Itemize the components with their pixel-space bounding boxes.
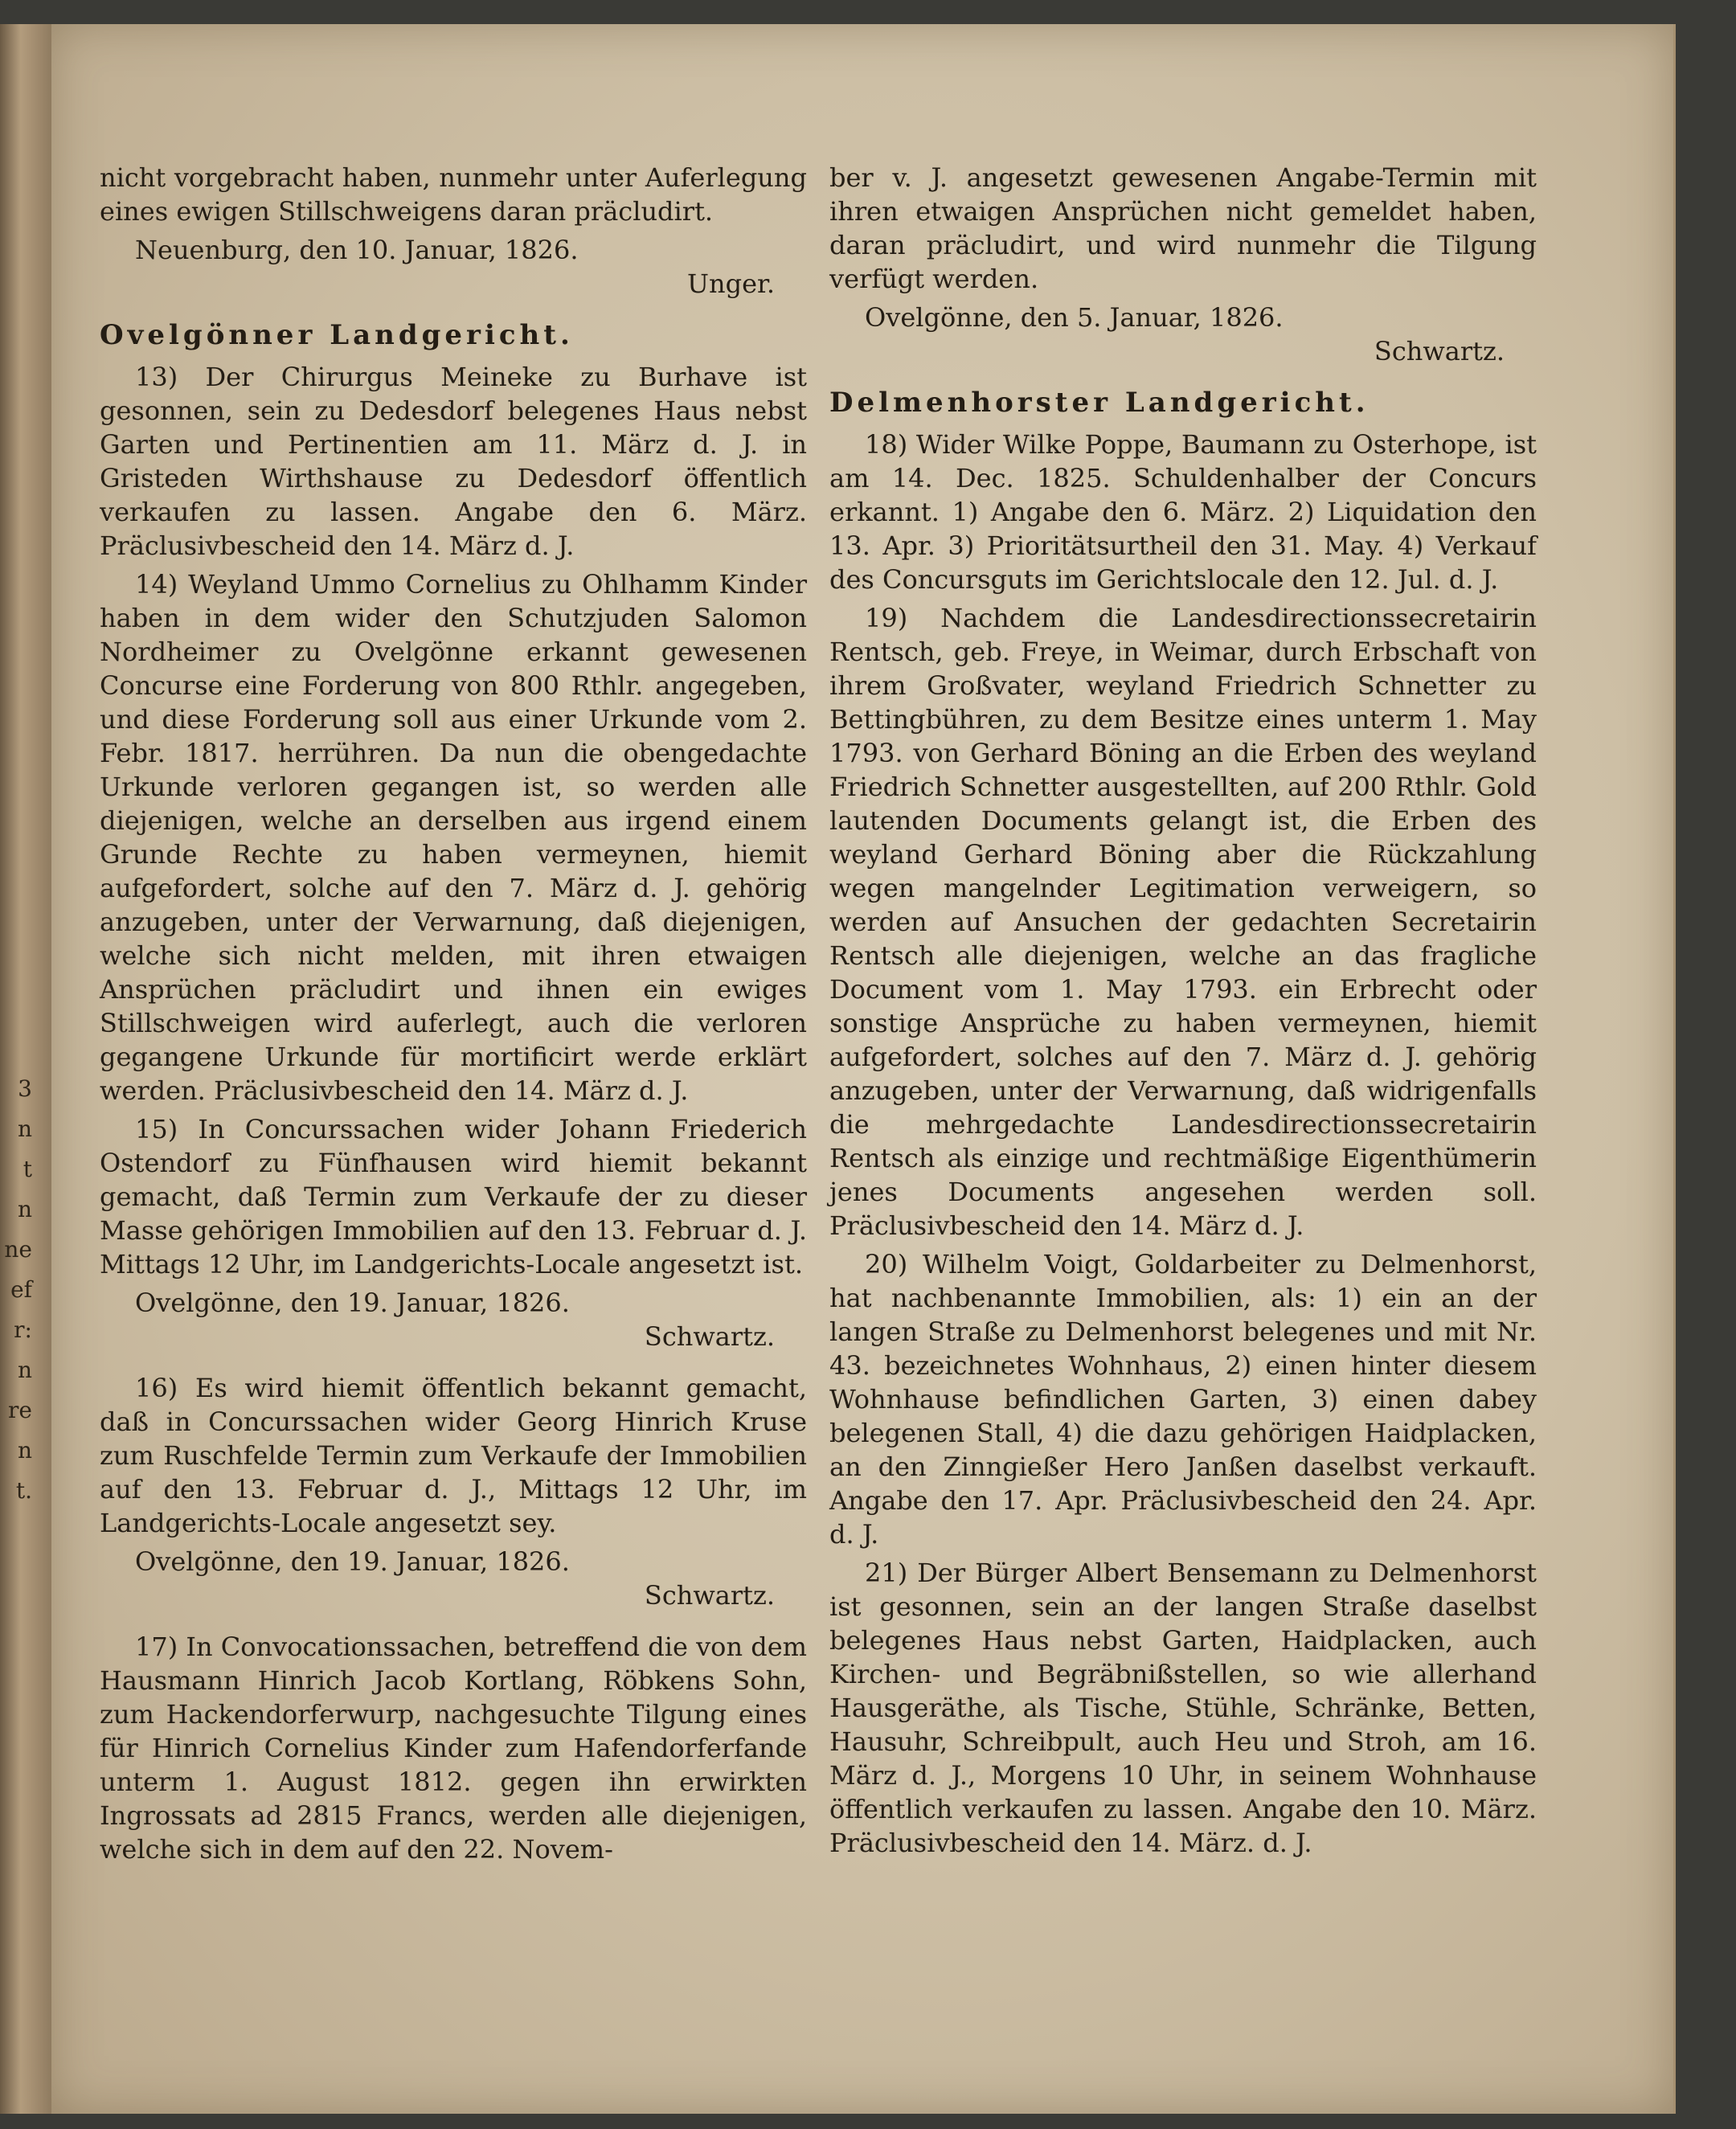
- spine-letter: t: [23, 1156, 32, 1182]
- carryover-text: nicht vorgebracht haben, nunmehr unter Auferlegung eines ewigen Stillschweigens daran präcludirt.: [100, 162, 807, 227]
- adjacent-page-letters: [0, 1069, 32, 1511]
- section-heading: Ovelgönner Landgericht.: [100, 319, 574, 351]
- adjacent-page-edge: [0, 24, 53, 2114]
- notice-19: 19) Nachdem die Landesdirectionssecretairin Rentsch, geb. Freye, in Weimar, durch Erbschaft von ihrem Großvater, weyland Friedrich Schnetter zu Bettingbühren, zu dem Besitze eines unterm 1. May 1793. von Gerhard Böning an die Erben des weyland Friedrich Schnetter ausgestellten, auf 200 Rthlr. Gold lautenden Documents gelangt ist, die Erben des weyland Gerhard Böning aber die Rückzahlung wegen mangelnder Legitimation verweigern, so werden auf Ansuchen der gedachten Secretairin Rentsch alle diejenigen, welche an das fragliche Document vom 1. May 1793. ein Erbrecht oder sonstige Ansprüche zu haben vermeynen, hiemit aufgefordert, solches auf den 7. März d. J. gehörig anzugeben, unter der Verwarnung, daß widrigenfalls die mehrgedachte Landesdirectionssecretairin Rentsch als einzige und rechtmäßige Eigenthümerin jenes Documents angesehen werden soll. Präclusivbescheid den 14. März d. J.: [829, 603, 1537, 1241]
- newspaper-page: [51, 24, 1676, 2114]
- spine-letter: 3: [18, 1075, 32, 1102]
- dateline: Ovelgönne, den 19. Januar, 1826.: [135, 1546, 570, 1577]
- notice-13: 13) Der Chirurgus Meineke zu Burhave ist gesonnen, sein zu Dedesdorf belegenes Haus nebst Garten und Pertinentien am 11. März d. J. in Gristeden Wirthshause zu Dedesdorf öffentlich verkaufen zu lassen. Angabe den 6. März. Präclusivbescheid den 14. März d. J.: [100, 362, 807, 561]
- spine-letter: r:: [14, 1316, 32, 1343]
- notice-20: 20) Wilhelm Voigt, Goldarbeiter zu Delmenhorst, hat nachbenannte Immobilien, als: 1) ein an der langen Straße zu Delmenhorst belegenes und mit Nr. 43. bezeichnetes Wohnhaus, 2) einen hinter diesem Wohnhause befindlichen Garten, 3) einen dabey belegenen Stall, 4) die dazu gehörigen Haidplacken, an den Zinngießer Hero Janßen daselbst verkauft. Angabe den 17. Apr. Präclusivbescheid den 24. Apr. d. J.: [829, 1249, 1537, 1550]
- spine-letter: n: [17, 1116, 32, 1142]
- signature: Schwartz.: [644, 1580, 775, 1611]
- notice-17: 17) In Convocationssachen, betreffend die von dem Hausmann Hinrich Jacob Kortlang, Röbkens Sohn, zum Hackendorferwurp, nachgesuchte Tilgung eines für Hinrich Cornelius Kinder zum Hafendorferfande unterm 1. August 1812. gegen ihn erwirkten Ingrossats ad 2815 Francs, werden alle diejenigen, welche sich in dem auf den 22. Novem-: [100, 1632, 807, 1865]
- spine-letter: ne: [4, 1236, 32, 1263]
- signature: Schwartz.: [1374, 336, 1505, 366]
- notice-14: 14) Weyland Ummo Cornelius zu Ohlhamm Kinder haben in dem wider den Schutzjuden Salomon Nordheimer zu Ovelgönne erkannt gewesenen Concurse eine Forderung von 800 Rthlr. angegeben, und diese Forderung soll aus einer Urkunde vom 2. Febr. 1817. herrühren. Da nun die obengedachte Urkunde verloren gegangen ist, so werden alle diejenigen, welche an derselben aus irgend einem Grunde Rechte zu haben vermeynen, hiemit aufgefordert, solche auf den 7. März d. J. gehörig anzugeben, unter der Verwarnung, daß diejenigen, welche sich nicht melden, mit ihren etwaigen Ansprüchen präcludirt und ihnen ein ewiges Stillschweigen wird auferlegt, auch die verloren gegangene Urkunde für mortificirt werde erklärt werden. Präclusivbescheid den 14. März d. J.: [100, 569, 807, 1106]
- dateline: Ovelgönne, den 5. Januar, 1826.: [865, 302, 1284, 333]
- spine-letter: n: [17, 1357, 32, 1383]
- spine-letter: n: [17, 1437, 32, 1464]
- dateline: Neuenburg, den 10. Januar, 1826.: [135, 235, 579, 265]
- signature: Unger.: [687, 268, 775, 299]
- left-column: [100, 161, 807, 1871]
- spine-letter: n: [17, 1196, 32, 1222]
- notice-15: 15) In Concurssachen wider Johann Friederich Ostendorf zu Fünfhausen wird hiemit bekannt gemacht, daß Termin zum Verkaufe der zu dieser Masse gehörigen Immobilien auf den 13. Februar d. J. Mittags 12 Uhr, im Landgerichts-Locale angesetzt ist.: [100, 1114, 807, 1279]
- notice-18: 18) Wider Wilke Poppe, Baumann zu Osterhope, ist am 14. Dec. 1825. Schuldenhalber der Concurs erkannt. 1) Angabe den 6. März. 2) Liquidation den 13. Apr. 3) Prioritätsurtheil den 31. May. 4) Verkauf des Concursguts im Gerichtslocale den 12. Jul. d. J.: [829, 429, 1537, 595]
- notice-21: 21) Der Bürger Albert Bensemann zu Delmenhorst ist gesonnen, sein an der langen Straße daselbst belegenes Haus nebst Garten, Haidplacken, auch Kirchen- und Begräbnißstellen, so wie allerhand Hausgeräthe, als Tische, Stühle, Schränke, Betten, Hausuhr, Schreibpult, auch Heu und Stroh, am 16. März d. J., Morgens 10 Uhr, in seinem Wohnhause öffentlich verkaufen zu lassen. Angabe den 10. März. Präclusivbescheid den 14. März. d. J.: [829, 1558, 1537, 1858]
- notice-16: 16) Es wird hiemit öffentlich bekannt gemacht, daß in Concurssachen wider Georg Hinrich Kruse zum Ruschfelde Termin zum Verkaufe der Immobilien auf den 13. Februar d. J., Mittags 12 Uhr, im Landgerichts-Locale angesetzt sey.: [100, 1373, 807, 1538]
- section-heading: Delmenhorster Landgericht.: [829, 387, 1370, 419]
- spine-letter: t.: [15, 1477, 32, 1504]
- spine-letter: re: [8, 1397, 32, 1423]
- carryover-text: ber v. J. angesetzt gewesenen Angabe-Termin mit ihren etwaigen Ansprüchen nicht gemeldet haben, daran präcludirt, und wird nunmehr die Tilgung verfügt werden.: [829, 162, 1537, 294]
- spine-letter: ef: [10, 1276, 32, 1303]
- dateline: Ovelgönne, den 19. Januar, 1826.: [135, 1288, 570, 1318]
- signature: Schwartz.: [644, 1321, 775, 1352]
- right-column: [829, 161, 1537, 1865]
